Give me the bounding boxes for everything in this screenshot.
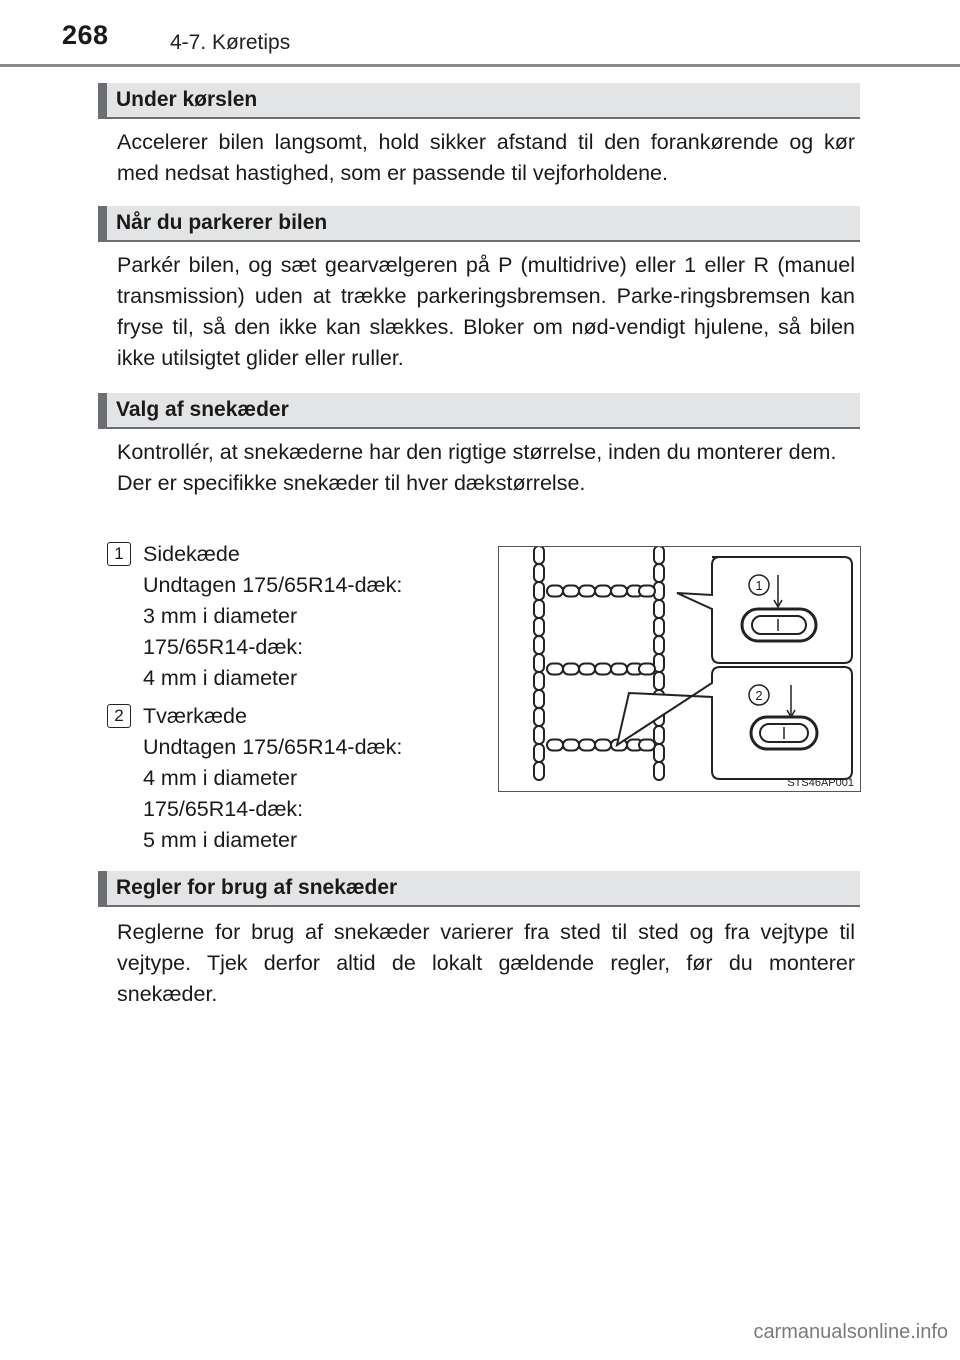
- chain-item-cross-chain: [143, 701, 473, 856]
- section-heading-label: Regler for brug af snekæder: [116, 876, 398, 899]
- section-heading-label: Når du parkerer bilen: [116, 211, 328, 234]
- section-heading-driving: [98, 83, 860, 119]
- callout-label-1: 1: [755, 578, 763, 593]
- paragraph: Parkér bilen, og sæt gearvælgeren på P (multidrive) eller 1 eller R (manuel transmission) uden at trække parkeringsbremsen. Parke-ringsbremsen kan fryse til, så den ikke kan slækkes. Bloker om nød-vendigt hjulene, så bilen ikke utilsigtet glider eller ruller.: [117, 253, 855, 370]
- callout-bubble-2: [617, 667, 852, 779]
- section-heading-label: Valg af snekæder: [116, 398, 289, 421]
- item-line: 175/65R14-dæk:: [143, 635, 304, 659]
- paragraph: Kontrollér, at snekæderne har den rigtige størrelse, inden du monterer dem.: [117, 440, 837, 464]
- paragraph: Reglerne for brug af snekæder varierer fra sted til sted og fra vejtype til vejtype. Tjek derfor altid de lokalt gældende regler, før du monterer snekæder.: [117, 920, 855, 1006]
- figure-code: STS46AP001: [787, 777, 854, 789]
- section-text-chain-choice: [117, 437, 855, 499]
- section-heading-parking: [98, 206, 860, 242]
- item-line: Sidekæde: [143, 542, 240, 566]
- section-text-parking: [117, 250, 855, 374]
- paragraph: Accelerer bilen langsomt, hold sikker afstand til den forankørende og kør med nedsat hastighed, som er passende til vejforholdene.: [117, 130, 855, 185]
- page-number: 268: [62, 20, 109, 50]
- item-line: 175/65R14-dæk:: [143, 797, 304, 821]
- section-heading-chain-choice: [98, 393, 860, 429]
- cross-chain-bottom: [547, 740, 655, 751]
- section-heading-label: Under kørslen: [116, 88, 258, 111]
- section-text-driving: [117, 127, 855, 189]
- callout-bubble-1: [677, 557, 852, 663]
- callout-number-1: 1: [107, 542, 131, 566]
- cross-chain-top: [547, 586, 655, 597]
- callout-number-2: 2: [107, 704, 131, 728]
- header-divider: [0, 64, 960, 67]
- section-heading-chain-rules: [98, 871, 860, 907]
- item-line: 4 mm i diameter: [143, 766, 298, 790]
- snow-chain-illustration: [498, 546, 861, 792]
- section-text-chain-rules: [117, 917, 855, 1010]
- item-line: 5 mm i diameter: [143, 828, 298, 852]
- item-line: Undtagen 175/65R14-dæk:: [143, 735, 403, 759]
- side-chain-left: [534, 547, 544, 780]
- paragraph: Der er specifikke snekæder til hver dækstørrelse.: [117, 471, 586, 495]
- chapter-title: 4-7. Køretips: [170, 31, 291, 54]
- watermark: carmanualsonline.info: [753, 1321, 948, 1343]
- callout-label-2: 2: [755, 688, 763, 703]
- cross-chain-middle: [547, 664, 655, 675]
- item-line: Undtagen 175/65R14-dæk:: [143, 573, 403, 597]
- item-line: Tværkæde: [143, 704, 247, 728]
- chain-diagram-svg: [499, 547, 859, 790]
- item-line: 3 mm i diameter: [143, 604, 298, 628]
- item-line: 4 mm i diameter: [143, 666, 298, 690]
- chain-item-side-chain: [143, 539, 473, 694]
